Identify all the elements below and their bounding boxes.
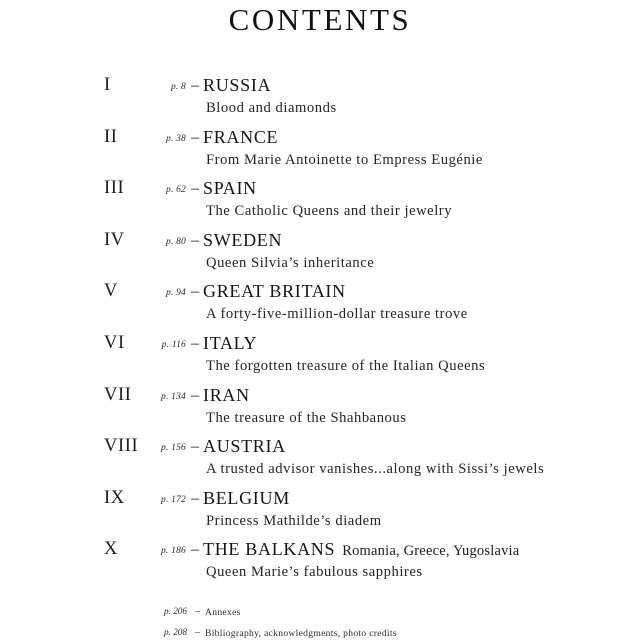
separator-dash: – bbox=[191, 128, 199, 146]
page-number: p. 116 bbox=[161, 339, 186, 350]
toc-entry-title-line bbox=[158, 487, 630, 511]
chapter-country: FRANCE bbox=[203, 126, 279, 147]
backmatter-row[interactable] bbox=[0, 602, 640, 623]
toc-entry-title-line bbox=[158, 538, 630, 562]
page-number: p. 94 bbox=[166, 288, 186, 299]
chapter-country: BELGIUM bbox=[203, 487, 290, 508]
backmatter-page-number: p. 208 bbox=[164, 627, 187, 637]
toc-entry[interactable] bbox=[0, 538, 640, 590]
toc-entry-title-line bbox=[158, 177, 630, 201]
separator-dash: – bbox=[191, 489, 199, 507]
chapter-subtitle: The treasure of the Shahbanous bbox=[206, 409, 407, 426]
separator-dash: – bbox=[191, 438, 199, 456]
chapter-numeral: IX bbox=[104, 487, 125, 508]
toc-entry-body bbox=[158, 538, 630, 583]
chapter-country: GREAT BRITAIN bbox=[203, 281, 346, 302]
page-number: p. 8 bbox=[170, 82, 186, 92]
chapter-subtitle: From Marie Antoinette to Empress Eugénie bbox=[206, 151, 483, 168]
toc-entry-body bbox=[158, 435, 630, 480]
toc-entry-title-line bbox=[158, 384, 630, 408]
page-number: p. 156 bbox=[161, 443, 186, 454]
toc-entry[interactable] bbox=[0, 384, 640, 436]
chapter-numeral: VII bbox=[104, 384, 132, 405]
backmatter-row[interactable] bbox=[0, 623, 640, 644]
chapter-numeral: II bbox=[104, 126, 118, 147]
chapter-numeral: V bbox=[104, 281, 118, 302]
chapter-numeral: X bbox=[104, 539, 118, 560]
page-number: p. 80 bbox=[166, 236, 186, 247]
chapter-country: IRAN bbox=[203, 384, 250, 405]
separator-dash: – bbox=[191, 77, 199, 94]
toc-entry-body bbox=[158, 280, 630, 325]
toc-entry-body bbox=[158, 177, 630, 222]
page-number: p. 38 bbox=[166, 133, 186, 144]
backmatter-separator-dash: – bbox=[195, 627, 200, 638]
toc-entry[interactable] bbox=[0, 280, 640, 332]
toc-entry[interactable] bbox=[0, 435, 640, 487]
separator-dash: – bbox=[191, 283, 199, 301]
chapter-country: AUSTRIA bbox=[203, 436, 286, 457]
page-number: p. 172 bbox=[161, 494, 186, 505]
chapter-country: THE BALKANS bbox=[203, 539, 336, 560]
chapter-country: ITALY bbox=[203, 332, 258, 353]
toc-entry-title-line bbox=[158, 332, 630, 356]
toc-entry[interactable] bbox=[0, 177, 640, 229]
backmatter-label: Bibliography, acknowledgments, photo credits bbox=[205, 628, 397, 639]
toc-entry-body bbox=[158, 384, 630, 429]
separator-dash: – bbox=[191, 541, 199, 559]
chapter-subtitle: Queen Silvia’s inheritance bbox=[206, 254, 375, 271]
toc-entry-body bbox=[158, 229, 630, 274]
toc-entry-title-line bbox=[158, 74, 630, 98]
toc-entry-title-line bbox=[158, 229, 630, 253]
backmatter-label: Annexes bbox=[205, 607, 241, 618]
toc-entry-body bbox=[158, 74, 630, 119]
toc-entry[interactable] bbox=[0, 487, 640, 539]
chapter-numeral: IV bbox=[104, 229, 125, 250]
separator-dash: – bbox=[191, 386, 199, 404]
backmatter-page-number: p. 206 bbox=[164, 606, 187, 616]
chapter-numeral: VI bbox=[104, 332, 125, 353]
toc-entry[interactable] bbox=[0, 126, 640, 178]
toc-entry[interactable] bbox=[0, 74, 640, 126]
chapter-subtitle: Queen Marie’s fabulous sapphires bbox=[206, 564, 423, 581]
chapter-subtitle: Blood and diamonds bbox=[206, 100, 337, 116]
chapter-country: SWEDEN bbox=[203, 229, 283, 250]
toc-entry-title-line bbox=[158, 126, 630, 150]
separator-dash: – bbox=[191, 180, 199, 198]
chapter-country-suffix: Romania, Greece, Yugoslavia bbox=[342, 543, 520, 560]
separator-dash: – bbox=[191, 231, 199, 249]
chapter-numeral: III bbox=[104, 178, 125, 199]
backmatter-separator-dash: – bbox=[195, 606, 200, 617]
toc-entry-title-line bbox=[158, 435, 630, 459]
chapter-subtitle: The forgotten treasure of the Italian Queens bbox=[206, 357, 486, 374]
page-title: CONTENTS bbox=[228, 2, 412, 37]
chapter-numeral: I bbox=[104, 75, 111, 95]
chapter-numeral: VIII bbox=[104, 436, 139, 457]
page-number: p. 62 bbox=[166, 185, 186, 196]
page-number: p. 134 bbox=[161, 391, 186, 402]
table-of-contents-list bbox=[0, 74, 640, 590]
chapter-subtitle: A trusted advisor vanishes...along with Sissi’s jewels bbox=[206, 461, 545, 478]
chapter-country: SPAIN bbox=[203, 178, 257, 199]
chapter-subtitle: Princess Mathilde’s diadem bbox=[206, 512, 382, 529]
chapter-subtitle: A forty-five-million-dollar treasure trove bbox=[206, 306, 468, 323]
page-number: p. 186 bbox=[161, 546, 186, 557]
chapter-country: RUSSIA bbox=[203, 75, 272, 95]
toc-entry[interactable] bbox=[0, 229, 640, 281]
chapter-subtitle: The Catholic Queens and their jewelry bbox=[206, 203, 453, 220]
toc-entry[interactable] bbox=[0, 332, 640, 384]
toc-entry-title-line bbox=[158, 280, 630, 304]
toc-entry-body bbox=[158, 126, 630, 171]
separator-dash: – bbox=[191, 334, 199, 352]
toc-entry-body bbox=[158, 487, 630, 532]
backmatter-list bbox=[0, 602, 640, 644]
toc-entry-body bbox=[158, 332, 630, 377]
